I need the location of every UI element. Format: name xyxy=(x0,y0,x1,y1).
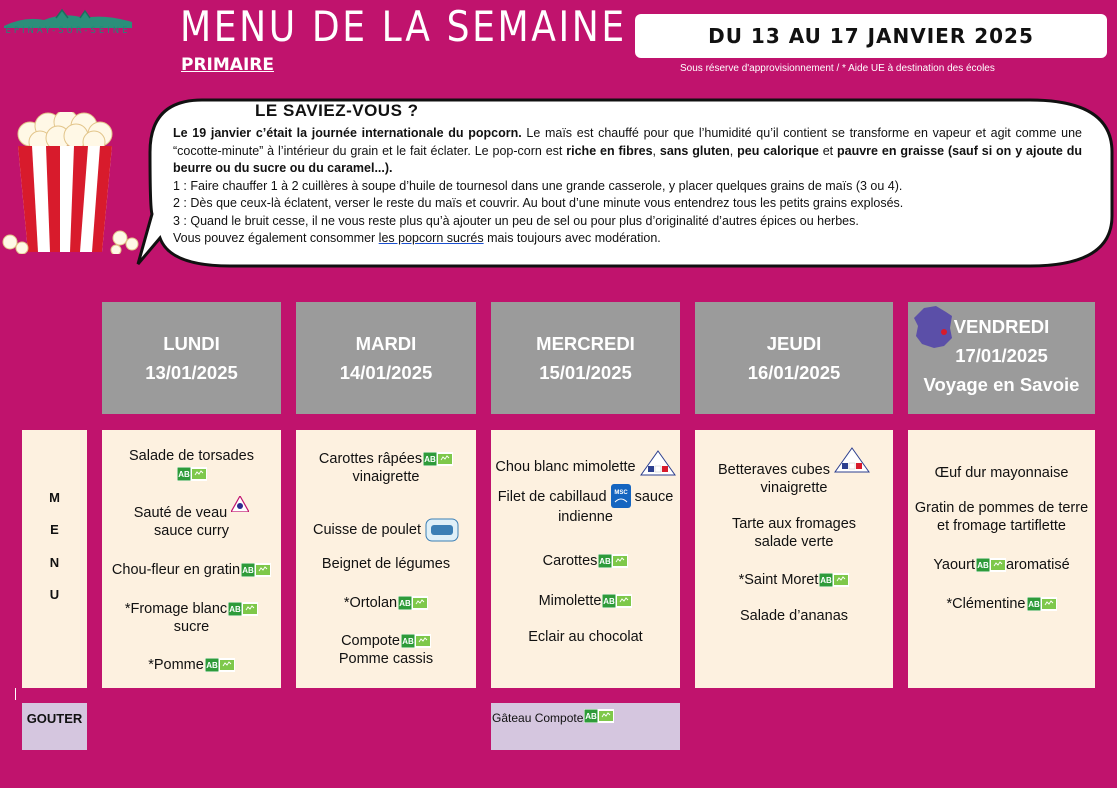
organic-label-icon xyxy=(177,467,207,481)
info-closing xyxy=(173,230,1082,248)
info-sep: , xyxy=(729,143,738,158)
info-graisse: pauvre en graisse (sauf si on y ajoute du beurre ou du sucre ou du caramel...). xyxy=(173,143,1082,175)
svg-text:MSC: MSC xyxy=(613,490,628,496)
day-header-mardi xyxy=(296,302,476,414)
dish-name: Filet de cabillaud xyxy=(497,489,607,505)
page-subtitle: PRIMAIRE xyxy=(181,55,274,75)
dish-name: Œuf dur mayonnaise xyxy=(934,465,1069,481)
organic-label-icon xyxy=(976,558,1006,572)
info-step-3: 3 : Quand le bruit cesse, il ne vous reste plus qu’à ajouter un peu de sel ou pour plus d’originalité d’autres épices ou herbes. xyxy=(173,213,859,228)
day-name: LUNDI xyxy=(163,333,220,354)
day-date: 17/01/2025 xyxy=(955,345,1048,366)
city-logo-icon xyxy=(4,8,132,28)
info-intro xyxy=(173,125,1082,178)
dish-name: Carottes xyxy=(542,553,598,569)
page-title: MENU DE LA SEMAINE xyxy=(180,2,627,51)
menu-item xyxy=(695,461,893,497)
info-step-2: 2 : Dès que ceux-là éclatent, verser le reste du maïs et couvrir. Au bout d’une minute vous entendrez tous les petits grains explosés. xyxy=(173,196,904,210)
info-intro-bold: Le 19 janvier c’était la journée internationale du popcorn. xyxy=(173,126,522,140)
info-calorie: peu calorique xyxy=(737,143,819,158)
france-label-icon xyxy=(640,450,676,476)
day-header-mercredi xyxy=(491,302,680,414)
poultry-label-icon xyxy=(425,518,459,542)
organic-label-icon xyxy=(228,602,258,616)
menu-letter: N xyxy=(49,555,60,570)
info-closing-text: mais toujours avec modération. xyxy=(483,231,661,245)
menu-item xyxy=(908,464,1095,482)
supply-note: Sous réserve d'approvisionnement / * Aide UE à destination des écoles xyxy=(680,63,995,74)
dish-detail: aromatisé xyxy=(1005,557,1070,573)
day-header-vendredi xyxy=(908,302,1095,414)
menu-column-mardi xyxy=(296,430,476,688)
info-text xyxy=(173,125,1082,248)
dish-name: Cuisse de poulet xyxy=(312,521,421,538)
menu-item xyxy=(102,561,281,579)
dish-name: Compote xyxy=(341,633,400,649)
day-name: MERCREDI xyxy=(536,333,635,354)
organic-label-icon xyxy=(398,596,428,610)
organic-label-icon xyxy=(584,709,614,723)
menu-item xyxy=(102,504,281,540)
dish-name: Yaourt xyxy=(933,557,975,573)
dish-name: *Pomme xyxy=(148,657,204,673)
day-date: 14/01/2025 xyxy=(339,362,433,383)
menu-label-column xyxy=(22,430,87,688)
dish-detail: vinaigrette xyxy=(760,480,828,496)
info-gluten: sans gluten xyxy=(659,143,730,158)
organic-label-icon xyxy=(819,573,849,587)
menu-item xyxy=(695,571,893,589)
france-map-icon xyxy=(914,306,954,350)
day-header-jeudi xyxy=(695,302,893,414)
day-name: VENDREDI xyxy=(953,316,1050,337)
menu-item xyxy=(908,556,1095,574)
day-name: JEUDI xyxy=(766,333,822,354)
menu-item xyxy=(491,592,680,610)
logo-text: EPINAY-SUR-SEINE xyxy=(5,26,131,36)
info-closing-text: Vous pouvez également consommer xyxy=(173,231,379,245)
dish-name: *Fromage blanc xyxy=(124,601,228,617)
day-theme: Voyage en Savoie xyxy=(923,374,1080,395)
organic-label-icon xyxy=(423,452,453,466)
dish-name: Chou-fleur en gratin xyxy=(111,562,241,578)
dish-name: Beignet de légumes xyxy=(321,556,451,572)
menu-column-jeudi xyxy=(695,430,893,688)
dish-name: Eclair au chocolat xyxy=(528,629,643,645)
dish-detail: Pomme cassis xyxy=(338,651,434,667)
menu-item xyxy=(491,552,680,570)
dish-name: *Clémentine xyxy=(946,596,1026,612)
france-label-icon xyxy=(834,447,870,473)
gouter-item xyxy=(492,711,614,725)
divider xyxy=(15,688,16,700)
dish-detail: salade verte xyxy=(754,534,834,550)
dish-detail: sauce xyxy=(634,489,674,505)
dish-detail: sauce curry xyxy=(154,523,229,539)
menu-column-mercredi xyxy=(491,430,680,688)
info-sep: et xyxy=(818,143,837,158)
dish-name: Salade d’ananas xyxy=(739,608,849,624)
dish-name: *Saint Moret xyxy=(738,572,819,588)
menu-column-vendredi xyxy=(908,430,1095,688)
menu-item xyxy=(296,632,476,668)
menu-item xyxy=(491,628,680,646)
gouter-dish: Gâteau Compote xyxy=(492,711,584,725)
organic-label-icon xyxy=(602,594,632,608)
day-date: 16/01/2025 xyxy=(747,362,841,383)
menu-item xyxy=(908,595,1095,613)
dish-name: Chou blanc mimolette xyxy=(495,459,636,475)
gouter-cell-mercredi xyxy=(491,703,680,750)
menu-item xyxy=(491,488,680,526)
info-step-1: 1 : Faire chauffer 1 à 2 cuillères à soupe d’huile de tournesol dans une grande casserole, y placer quelques grains de maïs (3 ou 4). xyxy=(173,178,903,193)
dish-name: Gratin de pommes de terre xyxy=(914,500,1089,516)
organic-label-icon xyxy=(241,563,271,577)
msc-label-icon xyxy=(611,484,631,508)
label-rouge-icon xyxy=(231,496,249,512)
dish-name: Betteraves cubes xyxy=(717,462,830,478)
info-title: LE SAVIEZ-VOUS ? xyxy=(255,101,419,120)
menu-item xyxy=(102,600,281,636)
menu-item xyxy=(102,656,281,674)
info-fibres: riche en fibres xyxy=(566,143,653,158)
menu-item xyxy=(296,450,476,486)
menu-item xyxy=(296,594,476,612)
menu-item xyxy=(695,607,893,625)
city-logo xyxy=(4,8,132,42)
dish-name: Salade de torsades xyxy=(129,448,254,464)
organic-label-icon xyxy=(401,634,431,648)
dish-name: *Ortolan xyxy=(343,595,398,611)
dish-detail: vinaigrette xyxy=(352,469,420,485)
info-closing-link: les popcorn sucrés xyxy=(378,231,484,245)
organic-label-icon xyxy=(205,658,235,672)
dish-name: Tarte aux fromages xyxy=(731,516,857,532)
day-name: MARDI xyxy=(355,333,417,354)
day-date: 13/01/2025 xyxy=(145,362,238,383)
day-date: 15/01/2025 xyxy=(539,362,632,383)
menu-letter: E xyxy=(50,522,59,537)
menu-letter: U xyxy=(49,587,60,602)
organic-label-icon xyxy=(1027,597,1057,611)
menu-item xyxy=(102,447,281,483)
day-header-lundi xyxy=(102,302,281,414)
gouter-label: GOUTER xyxy=(22,703,87,750)
menu-column-lundi xyxy=(102,430,281,688)
info-sep: , xyxy=(652,143,660,158)
menu-item xyxy=(908,499,1095,535)
menu-item xyxy=(491,458,680,476)
menu-item xyxy=(296,518,476,542)
info-intro-text: Le maïs est chauffé pour que l’humidité qu’il contient se transforme en vapeur et agit comme une “cocotte-minute” à l’intérieur du grain et le fait éclater. Le pop-corn est xyxy=(173,126,1082,158)
dish-name: Sauté de veau xyxy=(133,505,228,521)
menu-item xyxy=(296,555,476,573)
dish-name: Mimolette xyxy=(538,593,602,609)
dish-detail: indienne xyxy=(558,509,613,525)
menu-item xyxy=(695,515,893,551)
menu-letter: M xyxy=(49,490,60,505)
dish-detail: et fromage tartiflette xyxy=(937,518,1066,534)
dish-name: Carottes râpées xyxy=(318,451,423,467)
dish-detail: sucre xyxy=(173,619,210,635)
organic-label-icon xyxy=(598,554,628,568)
date-range: DU 13 AU 17 JANVIER 2025 xyxy=(635,14,1107,58)
